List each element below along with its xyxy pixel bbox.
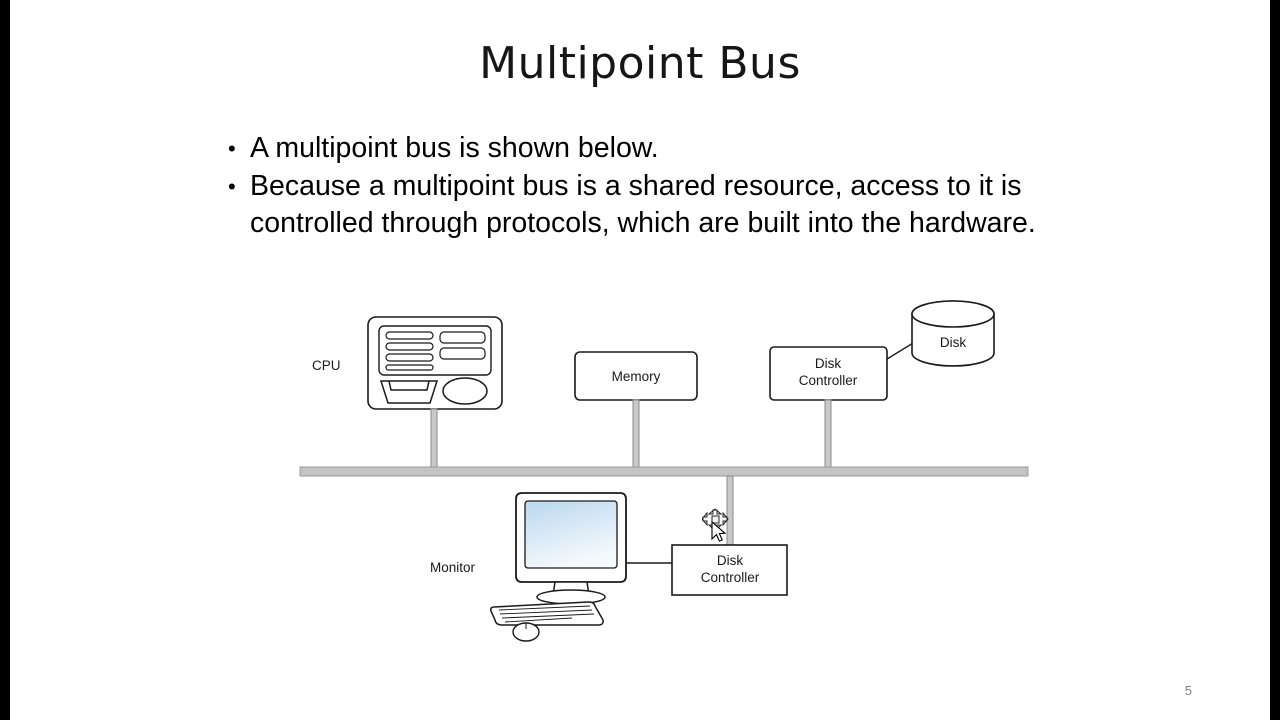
page-number: 5 xyxy=(1184,683,1192,698)
list-item: • A multipoint bus is shown below. xyxy=(222,130,1042,168)
multipoint-bus-diagram xyxy=(290,295,1030,645)
disk-controller-bottom-label-line1: Disk xyxy=(716,553,744,568)
disk-controller-bottom-node xyxy=(672,545,787,595)
cpu-node xyxy=(312,317,502,469)
memory-node xyxy=(575,352,697,469)
disk-label: Disk xyxy=(939,335,967,350)
cpu-label: CPU xyxy=(312,358,341,373)
monitor-node xyxy=(430,493,672,641)
list-item: • Because a multipoint bus is a shared resource, access to it is controlled through protocols, which are built into the hardware. xyxy=(222,168,1042,243)
disk-controller-top-node xyxy=(770,347,887,469)
bullet-list xyxy=(222,130,1042,243)
disk-controller-top-label-line1: Disk xyxy=(814,356,842,371)
bus-line xyxy=(300,467,1028,476)
disk-controller-top-label-line2: Controller xyxy=(798,373,858,388)
slide xyxy=(10,0,1270,720)
page-title: Multipoint Bus xyxy=(479,38,801,89)
disk-controller-bottom-label-line2: Controller xyxy=(700,570,760,585)
disk-node xyxy=(887,301,994,366)
memory-label: Memory xyxy=(611,369,661,384)
monitor-label: Monitor xyxy=(430,560,476,575)
